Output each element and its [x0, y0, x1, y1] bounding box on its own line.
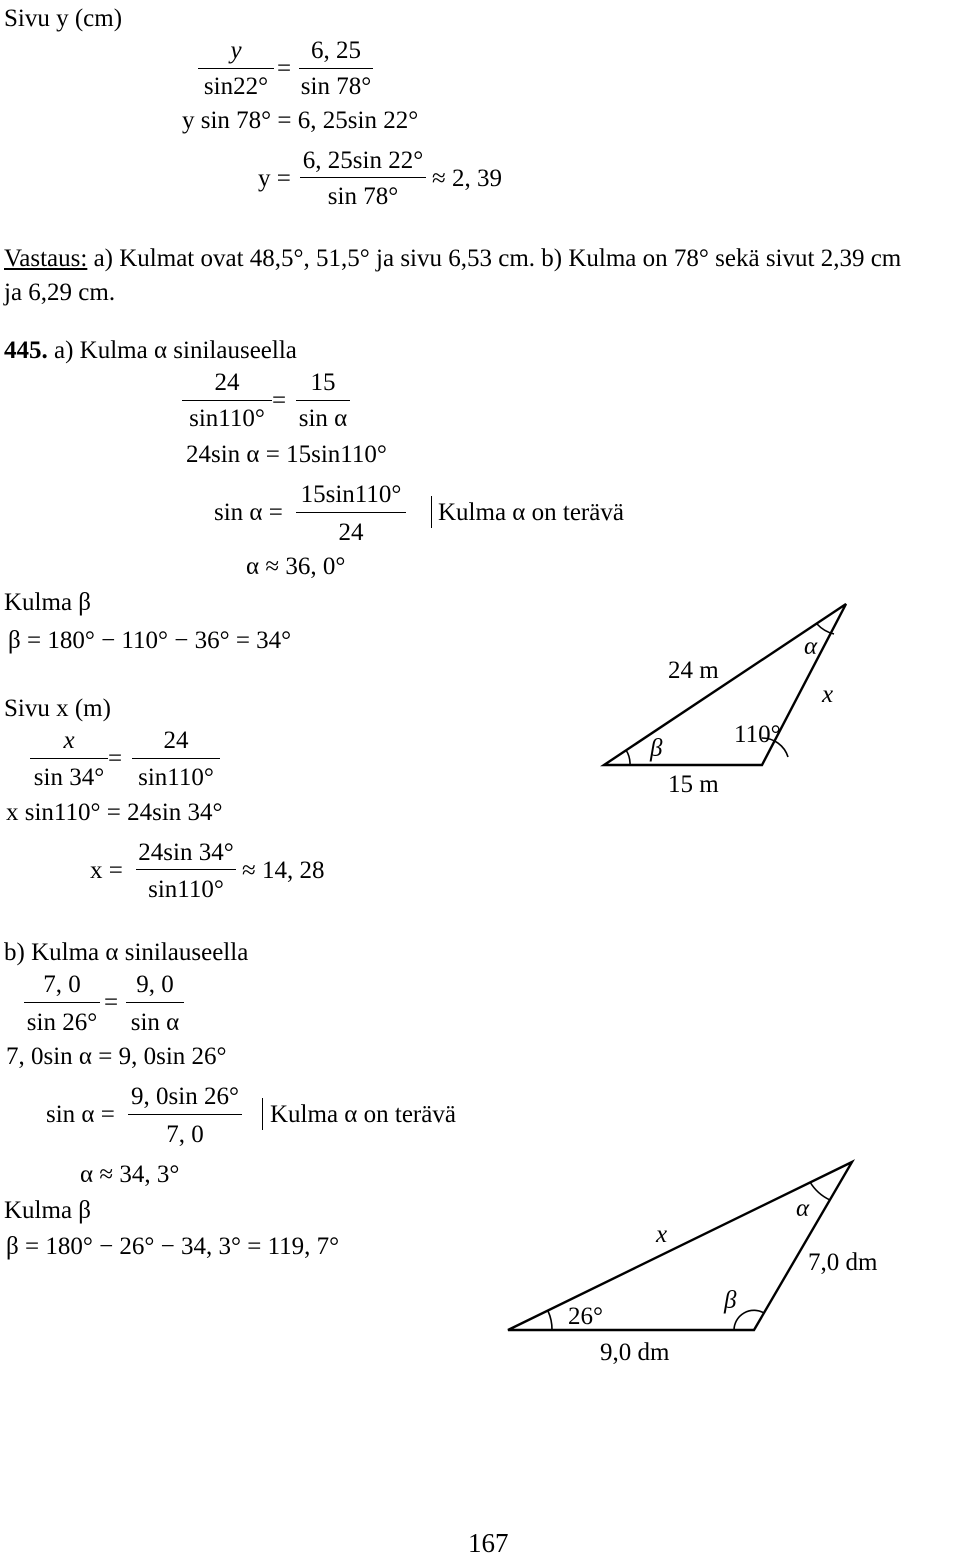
fraction-bar: [198, 68, 274, 69]
side-label-7dm: 7,0 dm: [808, 1249, 878, 1276]
equation-lhs: y =: [258, 165, 291, 192]
acute-angle-note: Kulma α on terävä: [438, 499, 624, 526]
exercise-intro-text: a) Kulma α sinilauseella: [47, 337, 297, 364]
triangle-outline: [508, 1162, 852, 1330]
note-separator: [431, 496, 432, 528]
equation-line: β = 180° − 26° − 34, 3° = 119, 7°: [6, 1233, 340, 1260]
fraction-bar: [128, 1114, 242, 1115]
exercise-b-intro: b) Kulma α sinilauseella: [4, 939, 249, 966]
angle-arc-beta: [626, 750, 630, 765]
angle-arc-alpha: [817, 624, 834, 634]
equation-line: α ≈ 36, 0°: [246, 553, 346, 580]
fraction-bar: [136, 869, 236, 870]
fraction-bar: [126, 1002, 184, 1003]
side-label-x: x: [822, 681, 834, 708]
fraction-denominator: sin 26°: [26, 1009, 98, 1036]
answer-label: Vastaus:: [4, 245, 88, 272]
angle-arc-26: [548, 1311, 552, 1330]
equation-result: ≈ 14, 28: [242, 857, 325, 884]
fraction-numerator: 24: [214, 369, 240, 396]
section-heading-kulma-beta: Kulma β: [4, 1197, 92, 1224]
side-label-24m: 24 m: [668, 657, 719, 684]
side-label-9dm: 9,0 dm: [600, 1339, 670, 1366]
fraction-denominator: sin110°: [148, 876, 224, 903]
equals-sign: =: [108, 745, 123, 772]
exercise-intro: [4, 338, 297, 363]
fraction-denominator: sin α: [298, 405, 348, 432]
equals-sign: =: [277, 55, 292, 82]
fraction-denominator: 7, 0: [166, 1121, 204, 1148]
angle-arc-alpha: [810, 1182, 830, 1200]
fraction-bar: [296, 512, 406, 513]
equation-result: ≈ 2, 39: [432, 165, 502, 192]
equation-line: β = 180° − 110° − 36° = 34°: [8, 627, 292, 654]
page-number: 167: [468, 1528, 509, 1558]
fraction-denominator: sin22°: [203, 73, 269, 100]
fraction-bar: [300, 177, 426, 178]
fraction-bar: [30, 758, 108, 759]
answer-text: a) Kulmat ovat 48,5°, 51,5° ja sivu 6,53 cm. b) Kulma on 78° sekä sivut 2,39 cm: [87, 245, 902, 272]
equals-sign: =: [104, 989, 119, 1016]
side-label-15m: 15 m: [668, 771, 719, 798]
section-heading-kulma-beta: Kulma β: [4, 589, 92, 616]
fraction-numerator: 15: [310, 369, 336, 396]
answer-line: [4, 246, 901, 271]
section-heading-sivu-x: Sivu x (m): [4, 695, 111, 722]
angle-label-beta: β: [650, 735, 663, 762]
angle-label-beta: β: [724, 1287, 737, 1314]
fraction-numerator: 7, 0: [43, 971, 81, 998]
equation-line: α ≈ 34, 3°: [80, 1161, 180, 1188]
equation-line: x sin110° = 24sin 34°: [6, 799, 223, 826]
fraction-bar: [299, 68, 373, 69]
equation-lhs: x =: [90, 857, 123, 884]
triangle-figure-a: [590, 590, 860, 810]
equation-line: y sin 78° = 6, 25sin 22°: [182, 107, 419, 134]
equation-lhs: sin α =: [46, 1101, 115, 1128]
fraction-denominator: sin α: [130, 1009, 180, 1036]
fraction-denominator: sin110°: [189, 405, 265, 432]
fraction-numerator: 9, 0: [136, 971, 174, 998]
fraction-denominator: sin 78°: [300, 73, 372, 100]
angle-label-26: 26°: [568, 1303, 603, 1330]
fraction-denominator: 24: [338, 519, 364, 546]
angle-label-alpha: α: [804, 633, 818, 660]
note-separator: [262, 1098, 263, 1130]
triangle-figure-b: [496, 1150, 896, 1370]
equation-line: 24sin α = 15sin110°: [186, 441, 387, 468]
fraction-numerator: x: [63, 727, 75, 754]
side-label-x: x: [656, 1221, 668, 1248]
fraction-numerator: 6, 25: [311, 37, 361, 64]
fraction-denominator: sin 78°: [327, 183, 399, 210]
fraction-bar: [24, 1002, 100, 1003]
fraction-denominator: sin110°: [138, 764, 214, 791]
fraction-bar: [296, 400, 350, 401]
equation-line: 7, 0sin α = 9, 0sin 26°: [6, 1043, 227, 1070]
fraction-numerator: 9, 0sin 26°: [131, 1083, 239, 1110]
fraction-numerator: 24: [163, 727, 189, 754]
angle-label-alpha: α: [796, 1195, 810, 1222]
exercise-number: 445.: [4, 337, 48, 364]
acute-angle-note: Kulma α on terävä: [270, 1101, 456, 1128]
equals-sign: =: [272, 387, 287, 414]
fraction-numerator: 24sin 34°: [138, 839, 234, 866]
angle-label-110: 110°: [734, 721, 781, 748]
fraction-numerator: y: [230, 37, 242, 64]
equation-lhs: sin α =: [214, 499, 283, 526]
section-heading-sivu-y: Sivu y (cm): [4, 5, 123, 32]
fraction-denominator: sin 34°: [33, 764, 105, 791]
fraction-numerator: 6, 25sin 22°: [302, 147, 424, 174]
fraction-bar: [182, 400, 272, 401]
triangle-outline: [604, 604, 846, 765]
fraction-bar: [132, 758, 220, 759]
fraction-numerator: 15sin110°: [300, 481, 402, 508]
answer-line-2: ja 6,29 cm.: [4, 279, 116, 306]
